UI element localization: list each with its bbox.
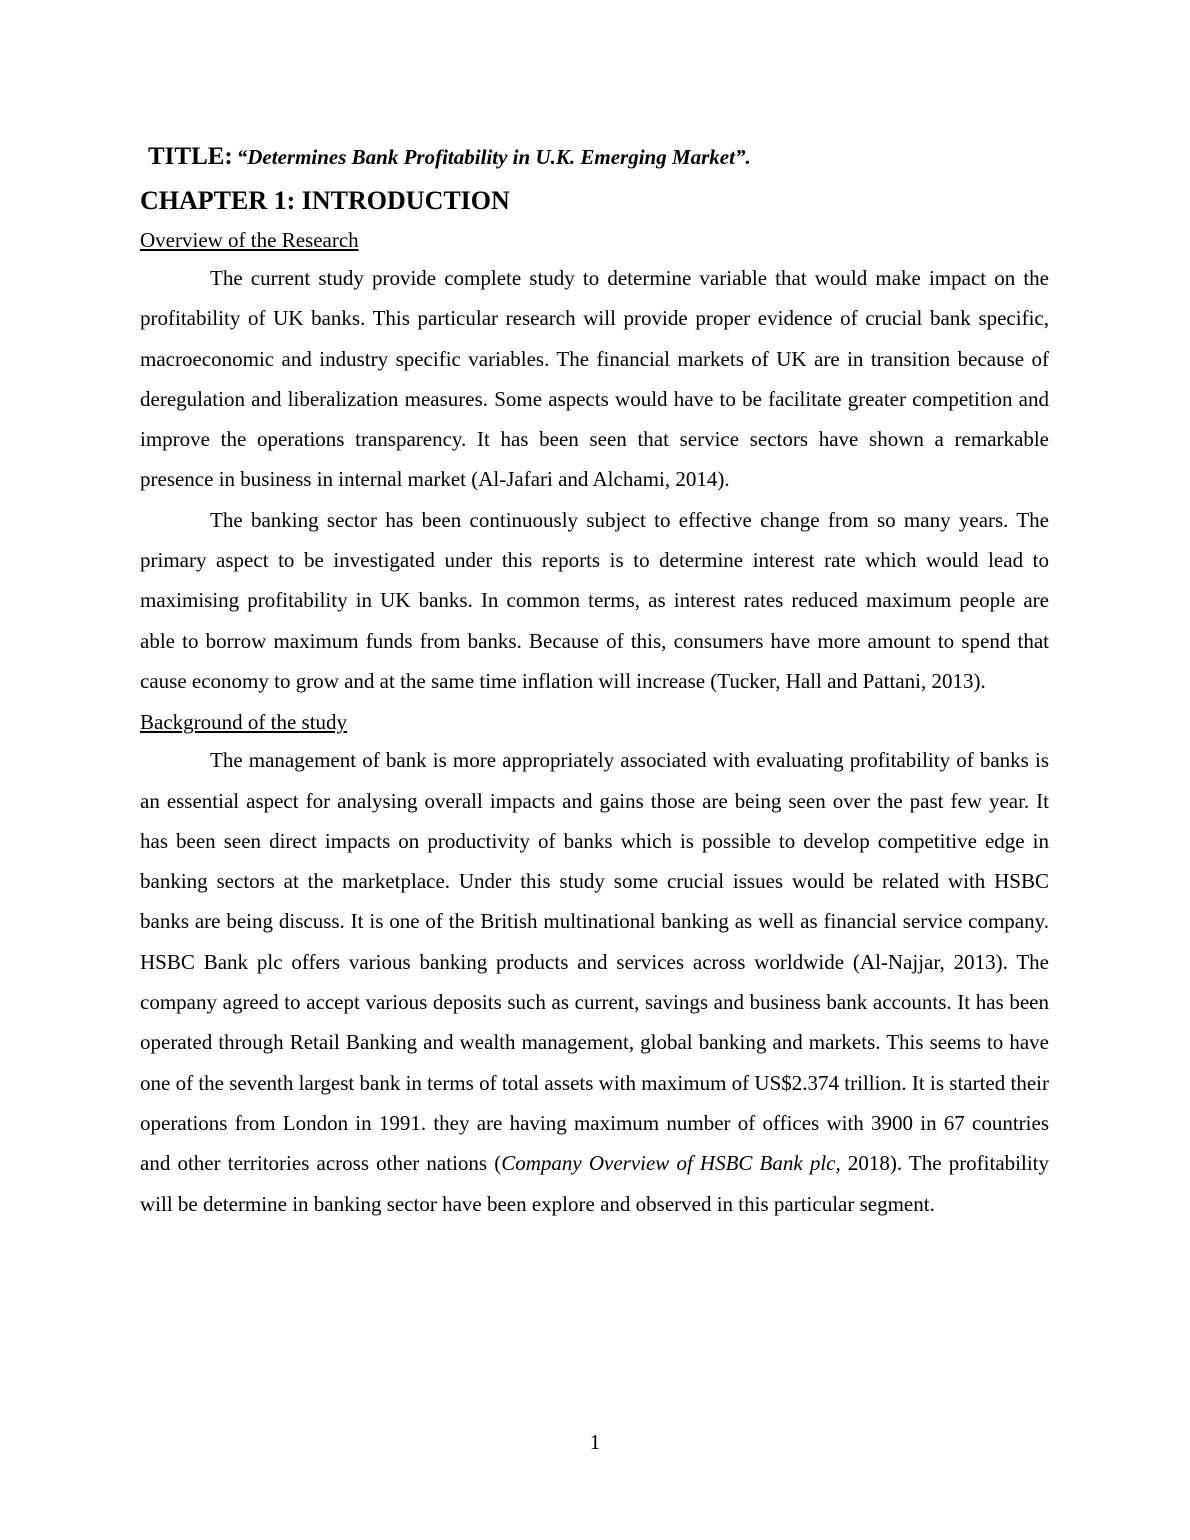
document-title	[148, 138, 1049, 179]
paragraph-overview-1: The current study provide complete study to determine variable that would make impact on the profitability of UK banks. This particular research will provide proper evidence of crucial bank specific, macroeconomic and industry specific variables. The financial markets of UK are in transition because of deregulation and liberalization measures. Some aspects would have to be facilitate greater competition and improve the operations transparency. It has been seen that service sectors have shown a remarkable presence in business in internal market (Al-Jafari and Alchami, 2014).	[140, 266, 1049, 492]
page-content	[140, 138, 1049, 1224]
paragraph-background	[140, 740, 1049, 1224]
page-number: 1	[589, 1430, 601, 1454]
section-heading-overview: Overview of the Research	[140, 228, 359, 252]
paragraph-overview-2: The banking sector has been continuously subject to effective change from so many years. The primary aspect to be investigated under this reports is to determine interest rate which would lead to maximising profitability in UK banks. In common terms, as interest rates reduced maximum people are able to borrow maximum funds from banks. Because of this, consumers have more amount to spend that cause economy to grow and at the same time inflation will increase (Tucker, Hall and Pattani, 2013).	[140, 507, 1049, 693]
paragraph-background-start: The management of bank is more appropriately associated with evaluating profitability of banks is an essential aspect for analysing overall impacts and gains those are being seen over the past few year. It has been seen direct impacts on productivity of banks which is possible to develop competitive edge in banking sectors at the marketplace. Under this study some crucial issues would be related with HSBC banks are being discuss. It is one of the British multinational banking as well as financial service company. HSBC Bank plc offers various banking products and services across worldwide (Al-Najjar, 2013). The company agreed to accept various deposits such as current, savings and business bank accounts. It has been operated through Retail Banking and wealth management, global banking and markets. This seems to have one of the seventh largest bank in terms of total assets with maximum of US$2.374 trillion. It is started their operations from London in 1991. they are having maximum number of offices with 3900 in 67 countries and other territories across other nations (	[140, 748, 1049, 1176]
chapter-heading: CHAPTER 1: INTRODUCTION	[140, 186, 510, 215]
title-text: “Determines Bank Profitability in U.K. Emerging Market”.	[236, 145, 751, 169]
section-heading-background: Background of the study	[140, 710, 348, 735]
paragraph-background-end: 2018). The profitability will be determine in banking sector have been explore and observed in this particular segment.	[140, 1151, 1050, 1216]
citation-company-overview: Company Overview of HSBC Bank plc,	[501, 1151, 841, 1176]
title-label: TITLE:	[148, 143, 233, 170]
